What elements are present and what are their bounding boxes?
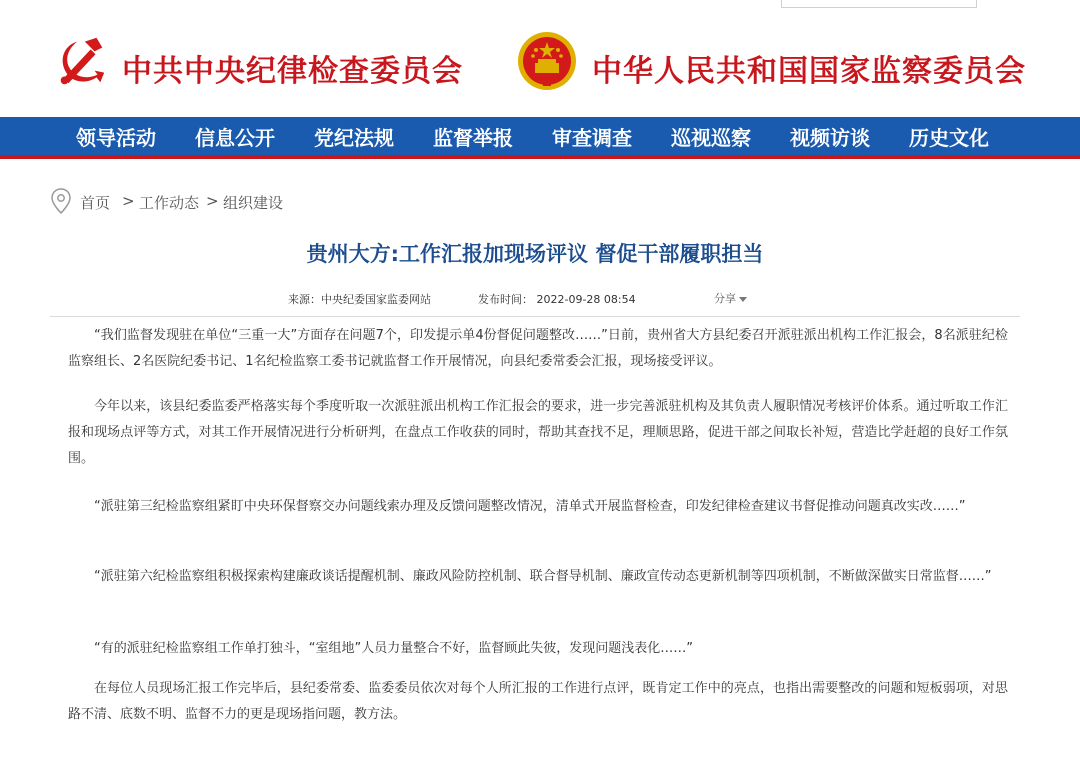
party-emblem-icon xyxy=(52,32,110,90)
breadcrumb-level1[interactable]: 工作动态 xyxy=(139,194,200,212)
article-paragraph: “派驻第六纪检监察组积极探索构建廉政谈话提醒机制、廉政风险防控机制、联合督导机制、廉政宣传动态更新机制等四项机制，不断做深做实日常监督……” xyxy=(94,569,992,584)
national-commission-title: 中华人民共和国国家监察委员会 xyxy=(592,54,1026,89)
nav-item-video[interactable]: 视频访谈 xyxy=(790,126,870,150)
nav-item-history[interactable]: 历史文化 xyxy=(909,126,989,150)
article-paragraph: “我们监督发现驻在单位“三重一大”方面存在问题7个，印发提示单4份督促问题整改……”日前，贵州省大方县纪委召开派驻派出机构工作汇报会，8名派驻纪检监察组长、2名医院纪委书记、1名纪检监察工委书记就监督工作开展情况，向县纪委常委会汇报，现场接受评议。 xyxy=(68,328,1008,369)
nav-item-info-disclosure[interactable]: 信息公开 xyxy=(195,126,275,150)
article-title: 贵州大方:工作汇报加现场评议 督促干部履职担当 xyxy=(306,242,764,266)
breadcrumb-sep: > xyxy=(122,192,135,210)
nav-item-regulations[interactable]: 党纪法规 xyxy=(314,126,394,150)
nav-item-leadership[interactable]: 领导活动 xyxy=(76,126,156,150)
divider xyxy=(50,316,1020,317)
article-paragraph: “派驻第三纪检监察组紧盯中央环保督察交办问题线索办理及反馈问题整改情况，清单式开展监督检查，印发纪律检查建议书督促推动问题真改实改……” xyxy=(94,499,966,514)
chevron-down-icon xyxy=(739,297,747,302)
site-header xyxy=(0,0,1080,117)
article-paragraph: 今年以来，该县纪委监委严格落实每个季度听取一次派驻派出机构工作汇报会的要求，进一步完善派驻机构及其负责人履职情况考核评价体系。通过听取工作汇报和现场点评等方式，对其工作开展情况进行分析研判，在盘点工作收获的同时，帮助其查找不足，理顺思路，促进干部之间取长补短，营造比学赶超的良好工作氛围。 xyxy=(68,399,1008,466)
main-nav xyxy=(0,117,1080,159)
national-emblem-icon xyxy=(516,30,578,92)
share-button[interactable] xyxy=(714,290,747,306)
article-source: 来源：中央纪委国家监委网站 xyxy=(288,293,431,306)
nav-item-inspection[interactable]: 巡视巡察 xyxy=(671,126,751,150)
nav-item-investigation[interactable]: 审查调查 xyxy=(552,126,632,150)
article-paragraph: “有的派驻纪检监察组工作单打独斗，“室组地”人员力量整合不好，监督顾此失彼，发现问题浅表化……” xyxy=(94,641,693,656)
nav-item-report[interactable]: 监督举报 xyxy=(433,126,513,150)
breadcrumb-home[interactable]: 首页 xyxy=(80,194,111,212)
breadcrumb-level2[interactable]: 组织建设 xyxy=(223,194,284,212)
article-time: 发布时间： 2022-09-28 08:54 xyxy=(478,293,636,306)
location-pin-icon xyxy=(50,188,72,214)
share-label: 分享 xyxy=(714,292,736,305)
article-paragraph: 在每位人员现场汇报工作完毕后，县纪委常委、监委委员依次对每个人所汇报的工作进行点评，既肯定工作中的亮点，也指出需要整改的问题和短板弱项，对思路不清、底数不明、监督不力的更是现场指问题，教方法。 xyxy=(68,681,1008,722)
cpc-commission-title: 中共中央纪律检查委员会 xyxy=(122,54,463,89)
breadcrumb-sep: > xyxy=(206,192,219,210)
